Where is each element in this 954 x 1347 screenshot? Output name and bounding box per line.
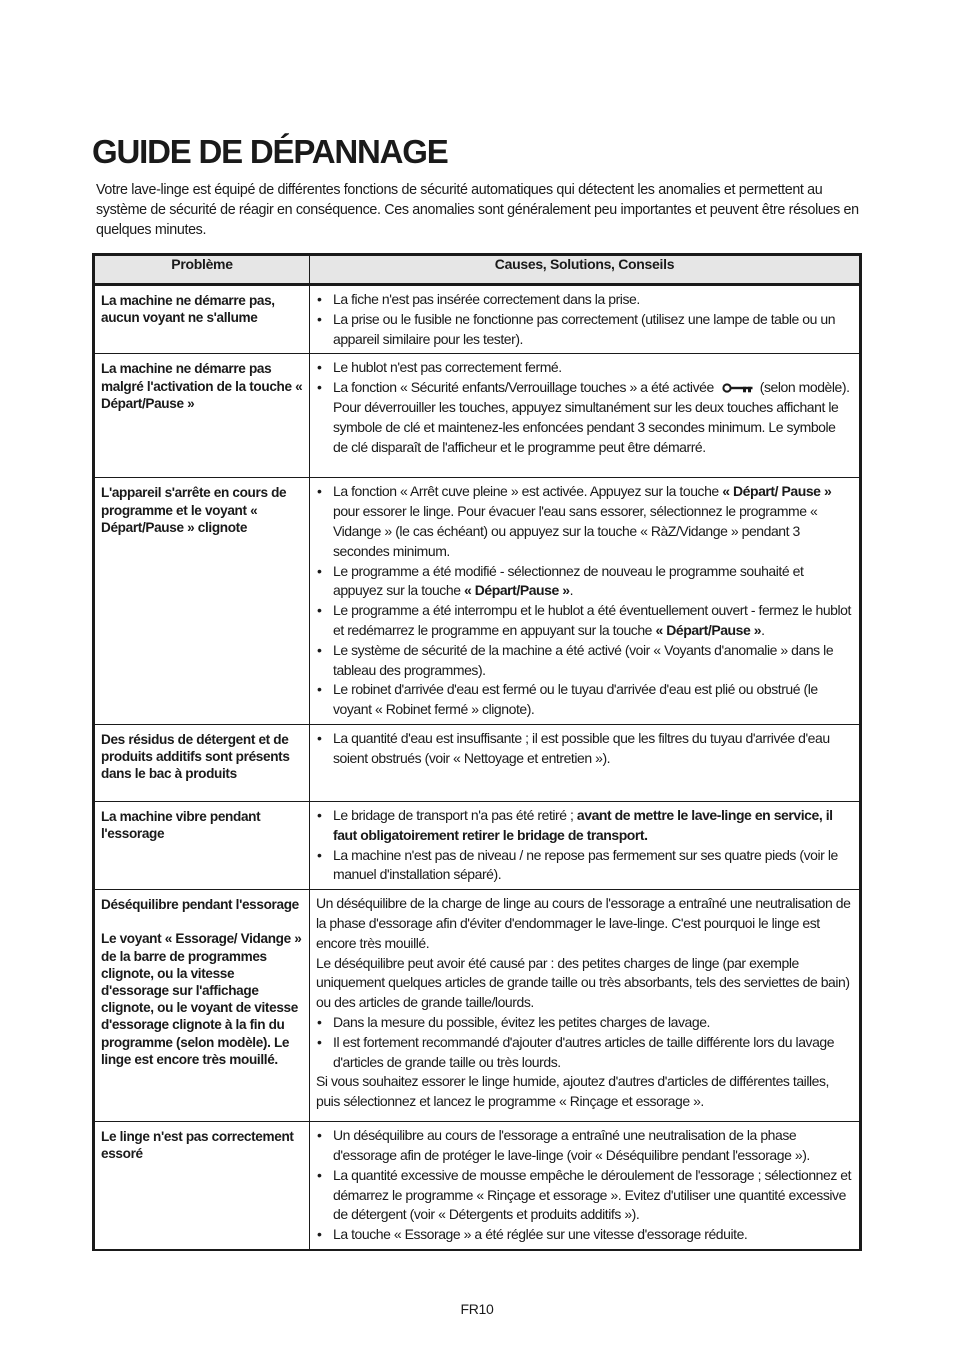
list-item: • La touche « Essorage » a été réglée sur une vitesse d'essorage réduite. [316,1225,853,1245]
table-row [94,801,861,889]
paragraph: Un déséquilibre de la charge de linge au cours de l'essorage a entraîné une neutralisation de la phase d'essorage afin d'éviter d'endommager le lave-linge. C'est pourquoi le linge est encore très mouillé. [316,895,851,951]
cause-list [316,290,853,349]
cause-list [316,358,853,457]
list-item [316,482,853,561]
list-item: • Le robinet d'arrivée d'eau est fermé ou le tuyau d'arrivée d'eau est plié ou obstrué (le voyant « Robinet fermé » clignote). [316,680,853,720]
button-ref-depart-pause: « Départ/Pause » [463,582,570,599]
button-ref-depart-pause: « Départ/Pause » [655,621,762,638]
list-item-text: Le programme a été modifié - sélectionnez de nouveau le programme souhaité et appuyez sur la touche [333,562,804,599]
list-item: • Dans la mesure du possible, évitez les petites charges de lavage. [316,1013,853,1033]
table-row [94,890,861,1122]
troubleshooting-page [92,130,862,1251]
problem-detail: Le voyant « Essorage/ Vidange » de la barre de programmes clignote, ou la vitesse d'essorage sur l'affichage clignote, ou le voyant de vitesse d'essorage clignote à la fin du programme (selon modèle). Le linge est encore très mouillé. [101,931,302,1067]
cause-list [316,1013,853,1072]
list-item [316,601,853,641]
troubleshooting-table [92,253,862,1251]
cause-list [316,1126,853,1245]
list-item: • La fiche n'est pas insérée correctement dans la prise. [316,290,853,310]
list-item-text: pour essorer le linge. Pour évacuer l'eau sans essorer, sélectionnez le programme « Vidange » (le cas échéant) ou appuyez sur la touche « RàZ/Vidange » pendant 3 secondes minimum. [333,503,818,559]
list-item-text: (selon modèle). Pour déverrouiller les touches, appuyez simultanément sur les deux touches affichant le symbole de clé et maintenez-les enfoncées pendant 3 secondes minimum. Le symbole de clé disparaît de l'afficheur et le programme peut être démarré. [333,379,850,455]
header-problem: Problème [94,255,310,285]
list-item: • Un déséquilibre au cours de l'essorage a entraîné une neutralisation de la phase d'essorage afin de protéger le lave-linge (voir « Déséquilibre pendant l'essorage »). [316,1126,853,1166]
header-causes: Causes, Solutions, Conseils [310,255,861,285]
causes-cell [310,354,861,478]
problem-cell: La machine ne démarre pas, aucun voyant ne s'allume [94,285,310,354]
causes-cell [310,890,861,1122]
causes-cell [310,285,861,354]
problem-title: Déséquilibre pendant l'essorage [101,897,299,913]
list-item [316,806,853,846]
cause-list [316,806,853,885]
page-number: FR10 [460,1301,494,1317]
warning-text: avant de mettre le lave-linge en service, il faut obligatoirement retirer le bridage de transport. [333,806,833,843]
causes-cell [310,724,861,801]
cause-list [316,482,853,720]
table-row [94,285,861,354]
intro-text: Votre lave-linge est équipé de différentes fonctions de sécurité automatiques qui détectent les anomalies et permettent au système de sécurité de réagir en conséquence. Ces anomalies sont généralement peu importantes et peuvent être résolues en quelques minutes. [96,182,859,238]
list-item: • Il est fortement recommandé d'ajouter d'autres articles de taille différente lors du lavage d'articles de grande taille ou très lourds. [316,1033,853,1073]
list-item: • Le hublot n'est pas correctement fermé. [316,358,853,378]
cause-list [316,729,853,769]
table-header-row [94,255,861,285]
table-row [94,354,861,478]
key-icon [722,383,754,393]
list-item: • La machine n'est pas de niveau / ne repose pas fermement sur ses quatre pieds (voir le manuel d'installation séparé). [316,846,853,886]
button-ref-depart-pause: « Départ/ Pause » [722,483,832,500]
list-item-text: . [569,582,574,599]
problem-cell: Des résidus de détergent et de produits additifs sont présents dans le bac à produits [94,724,310,801]
list-item: • Le système de sécurité de la machine a été activé (voir « Voyants d'anomalie » dans le tableau des programmes). [316,641,853,681]
list-item-text: Le programme a été interrompu et le hublot a été éventuellement ouvert - fermez le hublot et redémarrez le programme en appuyant sur la touche [333,602,851,638]
problem-cell: La machine ne démarre pas malgré l'activation de la touche « Départ/Pause » [94,354,310,478]
list-item: • La quantité excessive de mousse empêche le déroulement de l'essorage ; sélectionnez et démarrez le programme « Rinçage et essorage ». Evitez d'utiliser une quantité excessive de détergent (voir « Détergents et produits additifs »). [316,1166,853,1225]
list-item-text: Le bridage de transport n'a pas été retiré ; [333,806,577,823]
list-item: • La prise ou le fusible ne fonctionne pas correctement (utilisez une lampe de table ou un appareil similaire pour les tester). [316,310,853,350]
list-item-text: La fonction « Arrêt cuve pleine » est activée. Appuyez sur la touche [333,483,723,500]
paragraph: Si vous souhaitez essorer le linge humide, ajoutez d'autres d'articles de différentes tailles, puis sélectionnez et lancez le programme « Rinçage et essorage ». [316,1073,829,1110]
causes-cell [310,478,861,725]
causes-cell [310,801,861,889]
problem-cell: L'appareil s'arrête en cours de programme et le voyant « Départ/Pause » clignote [94,478,310,725]
list-item-text: La fonction « Sécurité enfants/Verrouillage touches » a été activée [333,379,714,396]
list-item-text: . [761,621,765,638]
table-row [94,478,861,725]
paragraph: Le déséquilibre peut avoir été causé par : des petites charges de linge (par exemple uniquement quelques articles de grande taille ou très absorbants, tels des serviettes de bain) ou des articles de grande taille/lourds. [316,954,850,1011]
list-item [316,378,853,457]
list-item [316,562,853,602]
page-title: GUIDE DE DÉPANNAGE [92,133,448,170]
causes-cell [310,1122,861,1250]
list-item: • La quantité d'eau est insuffisante ; il est possible que les filtres du tuyau d'arrivée d'eau soient obstrués (voir « Nettoyage et entretien »). [316,729,853,769]
table-row [94,1122,861,1250]
problem-cell: La machine vibre pendant l'essorage [94,801,310,889]
table-row [94,724,861,801]
problem-cell [94,890,310,1122]
problem-cell: Le linge n'est pas correctement essoré [94,1122,310,1250]
